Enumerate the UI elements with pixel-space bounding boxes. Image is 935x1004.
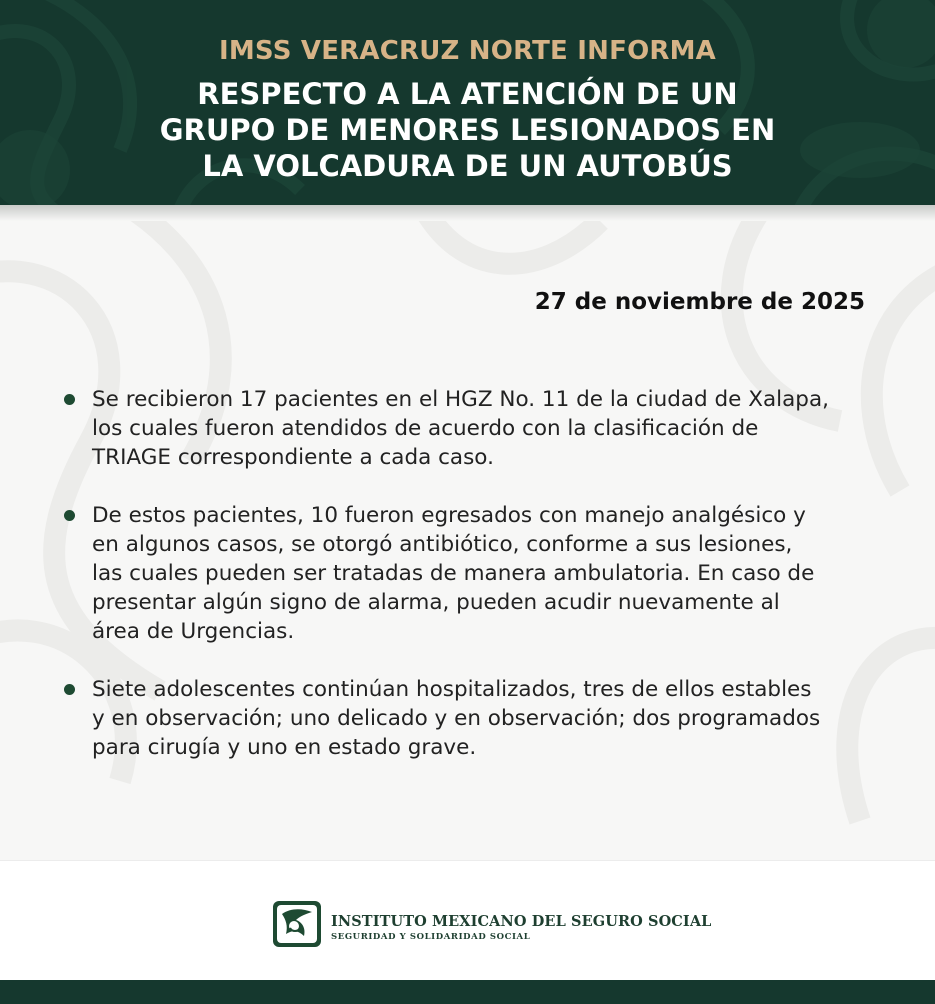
bullet-dot-icon	[64, 684, 75, 695]
title-line: GRUPO DE MENORES LESIONADOS EN	[159, 113, 776, 147]
bullet-line: presentar algún signo de alarma, pueden acudir nuevamente al	[92, 590, 780, 615]
bullet-line: los cuales fueron atendidos de acuerdo con la clasificación de	[92, 416, 759, 441]
bullet-line: De estos pacientes, 10 fueron egresados con manejo analgésico y	[92, 503, 806, 528]
org-name: INSTITUTO MEXICANO DEL SEGURO SOCIAL	[331, 913, 712, 930]
bullet-line: Se recibieron 17 pacientes en el HGZ No. 11 de la ciudad de Xalapa,	[92, 387, 829, 412]
bullet-line: Siete adolescentes continúan hospitalizados, tres de ellos estables	[92, 677, 812, 702]
bullet-dot-icon	[64, 394, 75, 405]
bottom-bar	[0, 980, 935, 1004]
bullet-line: en algunos casos, se otorgó antibiótico, conforme a sus lesiones,	[92, 532, 793, 557]
title-line: RESPECTO A LA ATENCIÓN DE UN	[197, 77, 738, 111]
list-item	[64, 501, 874, 646]
header-shadow	[0, 205, 935, 221]
bullet-line: para cirugía y uno en estado grave.	[92, 735, 477, 760]
header-band	[0, 0, 935, 205]
imss-eagle-logo-icon	[272, 900, 322, 948]
title-line: LA VOLCADURA DE UN AUTOBÚS	[202, 149, 733, 183]
page-title	[0, 76, 935, 184]
header-kicker: IMSS VERACRUZ NORTE INFORMA	[218, 36, 716, 66]
bullet-line: área de Urgencias.	[92, 619, 295, 644]
bullet-list	[64, 385, 874, 791]
bullet-line: TRIAGE correspondiente a cada caso.	[92, 445, 494, 470]
org-tagline: SEGURIDAD Y SOLIDARIDAD SOCIAL	[331, 932, 531, 942]
list-item	[64, 385, 874, 472]
bullet-line: y en observación; uno delicado y en observación; dos programados	[92, 706, 821, 731]
bullet-dot-icon	[64, 510, 75, 521]
bullet-line: las cuales pueden ser tratadas de manera ambulatoria. En caso de	[92, 561, 815, 586]
publication-date: 27 de noviembre de 2025	[534, 289, 865, 315]
list-item	[64, 675, 874, 762]
